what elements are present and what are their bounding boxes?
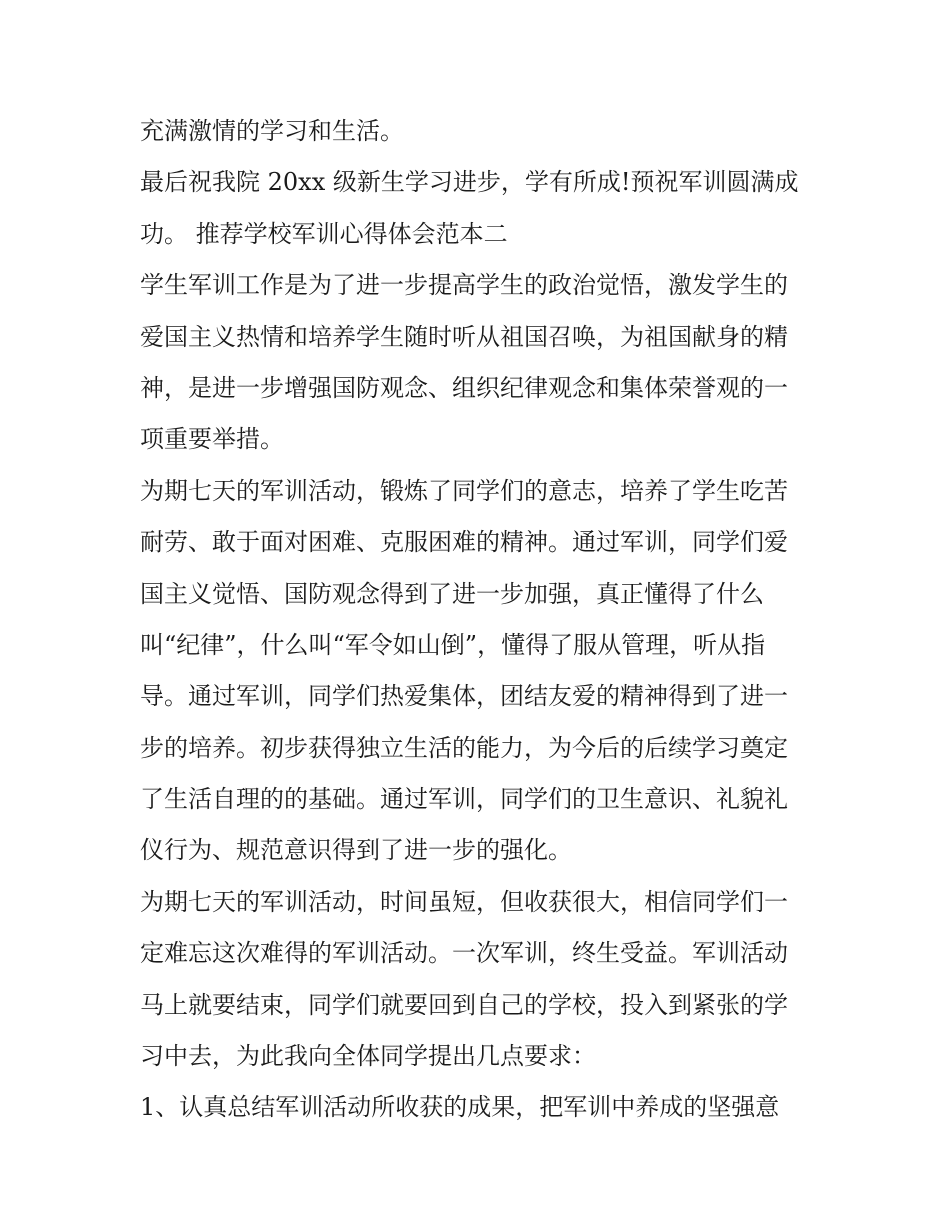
text-line: 爱国主义热情和培养学生随时听从祖国召唤，为祖国献身的精	[140, 322, 788, 351]
text-line: 国主义觉悟、国防观念得到了进一步加强，真正懂得了什么	[140, 579, 764, 608]
text-line: 项重要举措。	[140, 425, 284, 454]
text-line: 学生军训工作是为了进一步提高学生的政治觉悟，激发学生的	[140, 271, 788, 300]
text-line: 为期七天的军训活动，锻炼了同学们的意志，培养了学生吃苦	[140, 476, 788, 505]
text-line: 1、认真总结军训活动所收获的成果，把军训中养成的坚强意	[140, 1093, 780, 1122]
text-line: 为期七天的军训活动，时间虽短，但收获很大，相信同学们一	[140, 887, 788, 916]
text-line: 马上就要结束，同学们就要回到自己的学校，投入到紧张的学	[140, 990, 788, 1019]
text-line: 习中去，为此我向全体同学提出几点要求：	[140, 1042, 596, 1071]
document-body	[140, 106, 820, 1134]
text-line: 神，是进一步增强国防观念、组织纪律观念和集体荣誉观的一	[140, 373, 788, 402]
text-line: 功。 推荐学校军训心得体会范本二	[140, 219, 508, 248]
text-line: 步的培养。初步获得独立生活的能力，为今后的后续学习奠定	[140, 733, 788, 762]
text-line: 叫“纪律”，什么叫“军令如山倒”，懂得了服从管理，听从指	[140, 630, 766, 659]
text-line: 充满激情的学习和生活。	[140, 117, 404, 145]
text-line: 定难忘这次难得的军训活动。一次军训，终生受益。军训活动	[140, 939, 788, 968]
text-line: 导。通过军训，同学们热爱集体，团结友爱的精神得到了进一	[140, 682, 788, 711]
text-line: 耐劳、敢于面对困难、克服困难的精神。通过军训，同学们爱	[140, 528, 788, 557]
text-line: 最后祝我院 20xx 级新生学习进步，学有所成!预祝军训圆满成	[140, 168, 799, 197]
text-line: 了生活自理的的基础。通过军训，同学们的卫生意识、礼貌礼	[140, 785, 788, 814]
text-line: 仪行为、规范意识得到了进一步的强化。	[140, 836, 572, 865]
